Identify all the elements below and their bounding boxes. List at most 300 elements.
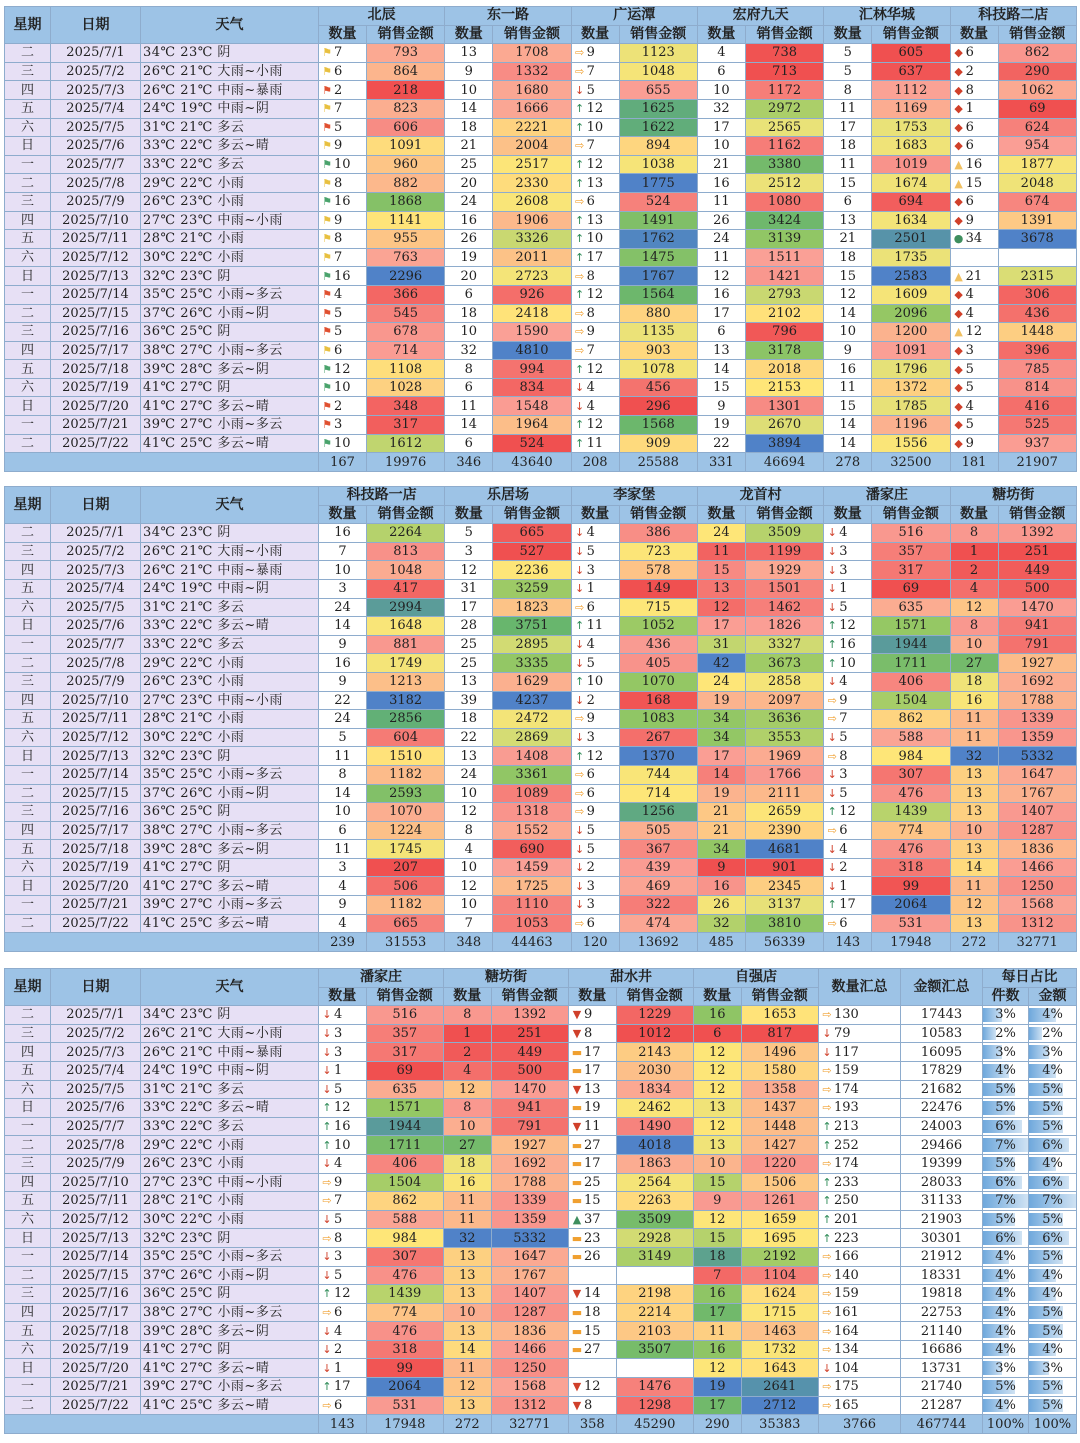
qty-cell: 8 — [444, 1099, 492, 1118]
date-cell: 2025/7/7 — [51, 155, 141, 174]
table-row — [5, 192, 1077, 211]
trend-icon: ◆ — [954, 46, 963, 60]
amount-cell: 3178 — [745, 341, 823, 360]
qty-cell: ↓ 4 — [571, 635, 619, 654]
amount-cell: 1692 — [998, 672, 1076, 691]
qty-cell: 12 — [824, 285, 872, 304]
amount-cell: 1725 — [493, 877, 571, 896]
qty-cell: ⚑ 5 — [319, 323, 367, 342]
table-row — [5, 137, 1077, 156]
trend-icon: ↑ — [827, 638, 837, 652]
qty-cell: 12 — [694, 1210, 742, 1229]
amount-header: 销售金额 — [616, 987, 694, 1006]
trend-icon: ↓ — [322, 1027, 332, 1041]
weekday-cell: 二 — [5, 524, 51, 543]
qty-sum-cell: ↑ 252 — [819, 1136, 901, 1155]
trend-icon: ▼ — [572, 1027, 582, 1041]
amount-cell: 366 — [367, 285, 445, 304]
trend-icon: ⇨ — [822, 1305, 832, 1319]
amount-cell: 1287 — [491, 1303, 569, 1322]
amount-total: 32771 — [998, 933, 1076, 952]
qty-cell: ↓ 5 — [571, 840, 619, 859]
weekday-cell: 一 — [5, 896, 51, 915]
amt-sum-cell: 22753 — [901, 1303, 983, 1322]
qty-cell: 13 — [950, 803, 998, 822]
trend-icon: ↓ — [575, 526, 585, 540]
amount-cell: 1466 — [491, 1340, 569, 1359]
amount-cell: 545 — [367, 304, 445, 323]
amount-cell: 1213 — [367, 672, 445, 691]
trend-icon: ⇨ — [827, 712, 837, 726]
weather-header: 天气 — [141, 969, 319, 1006]
date-cell: 2025/7/15 — [51, 784, 141, 803]
amount-cell: 2583 — [872, 267, 950, 286]
amount-cell: 2030 — [616, 1061, 694, 1080]
qty-cell: ↑ 16 — [319, 1117, 367, 1136]
qty-cell: ⚑ 7 — [319, 99, 367, 118]
qty-cell: ⇨ 6 — [571, 598, 619, 617]
qty-header: 数量 — [950, 505, 998, 524]
amount-cell: 1823 — [493, 598, 571, 617]
share-cell: 3% — [983, 1006, 1029, 1025]
trend-icon: ◆ — [954, 288, 963, 302]
amount-cell: 3259 — [493, 579, 571, 598]
amount-cell: 168 — [619, 691, 697, 710]
amount-cell: 1749 — [367, 654, 445, 673]
trend-icon: ⚑ — [322, 343, 332, 357]
qty-cell: 2 — [444, 1043, 492, 1062]
qty-cell: ⚑ 12 — [319, 360, 367, 379]
total-label-cell — [5, 933, 319, 952]
trend-icon: ▬ — [571, 1064, 583, 1078]
weekday-cell: 五 — [5, 360, 51, 379]
weather-cell: 24℃ 19℃ 中雨~阴 — [141, 1061, 319, 1080]
qty-header: 数量 — [694, 987, 742, 1006]
pcs-share-header: 件数 — [983, 987, 1029, 1006]
amount-cell: 1622 — [619, 118, 697, 137]
share-cell: 7% — [983, 1136, 1029, 1155]
trend-icon: ⇨ — [575, 600, 585, 614]
qty-cell: 14 — [824, 416, 872, 435]
trend-icon: ⇨ — [575, 306, 585, 320]
qty-cell: 21 — [697, 821, 745, 840]
qty-cell: ↓ 2 — [571, 691, 619, 710]
trend-icon: ↑ — [575, 436, 585, 450]
qty-cell: 14 — [824, 434, 872, 453]
qty-header: 数量 — [697, 25, 745, 44]
qty-cell: ◆ 4 — [950, 304, 998, 323]
amount-cell: 2517 — [493, 155, 571, 174]
store-name-header: 东一路 — [445, 7, 571, 26]
date-cell: 2025/7/13 — [51, 1229, 141, 1248]
weekday-cell: 日 — [5, 1099, 51, 1118]
trend-icon: ⚑ — [322, 195, 332, 209]
qty-cell: 14 — [697, 360, 745, 379]
amt-sum-cell: 17443 — [901, 1006, 983, 1025]
weekday-cell: 四 — [5, 211, 51, 230]
qty-cell: ▬ 17 — [569, 1154, 617, 1173]
total-label-cell — [5, 453, 319, 472]
qty-cell: 22 — [445, 728, 493, 747]
amount-cell: 1491 — [619, 211, 697, 230]
amount-cell: 1135 — [619, 323, 697, 342]
qty-cell — [569, 1359, 617, 1378]
trend-icon: ↓ — [827, 600, 837, 614]
qty-cell: 15 — [694, 1229, 742, 1248]
weather-cell: 39℃ 28℃ 多云~阴 — [141, 1322, 319, 1341]
trend-icon: ↓ — [575, 693, 585, 707]
qty-header: 数量 — [571, 25, 619, 44]
qty-cell: 10 — [445, 896, 493, 915]
qty-cell: 11 — [444, 1210, 492, 1229]
amount-cell: 1392 — [491, 1006, 569, 1025]
table-row — [5, 1303, 1077, 1322]
qty-cell: ↑ 17 — [319, 1378, 367, 1397]
amount-cell: 406 — [872, 672, 950, 691]
amount-cell: 1929 — [745, 561, 823, 580]
amount-header: 销售金额 — [745, 505, 823, 524]
weather-cell: 26℃ 21℃ 中雨~暴雨 — [141, 1043, 319, 1062]
table-row — [5, 230, 1077, 249]
trend-icon: ↓ — [322, 1213, 332, 1227]
store-name-header: 潘家庄 — [319, 969, 444, 988]
date-cell: 2025/7/22 — [51, 434, 141, 453]
amount-cell: 3137 — [745, 896, 823, 915]
amount-cell: 1162 — [745, 137, 823, 156]
amount-cell: 606 — [367, 118, 445, 137]
weekday-cell: 六 — [5, 858, 51, 877]
qty-cell: 13 — [824, 211, 872, 230]
date-cell: 2025/7/14 — [51, 285, 141, 304]
trend-icon: ↑ — [822, 1194, 832, 1208]
trend-icon: ↓ — [322, 1082, 332, 1096]
table-row — [5, 840, 1077, 859]
qty-header: 数量 — [950, 25, 998, 44]
qty-cell: 10 — [824, 323, 872, 342]
amount-header: 销售金额 — [619, 505, 697, 524]
qty-cell: 15 — [824, 174, 872, 193]
share-cell: 5% — [1029, 1322, 1077, 1341]
amount-cell: 578 — [619, 561, 697, 580]
qty-cell: 12 — [694, 1117, 742, 1136]
trend-icon: ⇨ — [822, 1157, 832, 1171]
amount-cell: 834 — [493, 378, 571, 397]
amount-cell: 1301 — [745, 397, 823, 416]
amount-total: 46694 — [745, 453, 823, 472]
table-row — [5, 1285, 1077, 1304]
trend-icon: ↑ — [575, 251, 585, 265]
share-cell: 5% — [983, 1080, 1029, 1099]
amount-cell: 1877 — [998, 155, 1076, 174]
trend-icon: ⇨ — [575, 46, 585, 60]
qty-cell: 14 — [697, 765, 745, 784]
amount-cell: 500 — [491, 1061, 569, 1080]
qty-sum-cell: ⇨ 166 — [819, 1247, 901, 1266]
date-cell: 2025/7/13 — [51, 747, 141, 766]
qty-cell: 17 — [824, 118, 872, 137]
qty-cell: 5 — [824, 62, 872, 81]
qty-total: 167 — [319, 453, 367, 472]
amount-cell: 2064 — [872, 896, 950, 915]
qty-cell: 9 — [697, 397, 745, 416]
qty-cell: 5 — [445, 524, 493, 543]
date-cell: 2025/7/22 — [51, 1396, 141, 1415]
amount-header: 销售金额 — [367, 505, 445, 524]
date-cell: 2025/7/19 — [51, 858, 141, 877]
amount-cell: 1906 — [493, 211, 571, 230]
amount-cell: 317 — [366, 1043, 444, 1062]
trend-icon: ↓ — [575, 83, 585, 97]
share-cell: 4% — [983, 1322, 1029, 1341]
weather-cell: 39℃ 28℃ 多云~阴 — [141, 840, 319, 859]
amount-cell: 605 — [872, 44, 950, 63]
qty-sum-cell: ⇨ 174 — [819, 1080, 901, 1099]
amount-cell: 1339 — [998, 710, 1076, 729]
qty-cell: ↓ 4 — [824, 524, 872, 543]
amount-cell: 2390 — [745, 821, 823, 840]
trend-icon: ▬ — [571, 1157, 583, 1171]
qty-total: 208 — [571, 453, 619, 472]
weather-cell: 26℃ 23℃ 小雨 — [141, 672, 319, 691]
qty-cell: ↓ 5 — [824, 598, 872, 617]
share-cell: 5% — [1029, 1210, 1077, 1229]
trend-icon: ⚑ — [322, 65, 332, 79]
weather-cell: 28℃ 21℃ 小雨 — [141, 710, 319, 729]
weather-cell: 32℃ 23℃ 阴 — [141, 1229, 319, 1248]
amount-cell: 941 — [491, 1099, 569, 1118]
qty-cell: 21 — [697, 155, 745, 174]
amount-cell: 1836 — [998, 840, 1076, 859]
amount-cell: 2512 — [745, 174, 823, 193]
qty-cell: ↑ 13 — [571, 211, 619, 230]
amount-cell: 1256 — [619, 803, 697, 822]
amount-cell: 690 — [493, 840, 571, 859]
qty-cell: 21 — [697, 803, 745, 822]
amount-cell: 960 — [367, 155, 445, 174]
trend-icon: ⇨ — [822, 1064, 832, 1078]
amount-cell: 2462 — [616, 1099, 694, 1118]
amount-cell: 862 — [998, 44, 1076, 63]
amount-cell: 1753 — [872, 118, 950, 137]
qty-cell: ⚑ 10 — [319, 434, 367, 453]
amount-cell: 1504 — [872, 691, 950, 710]
qty-cell: 9 — [694, 1192, 742, 1211]
trend-icon: ↓ — [322, 1361, 332, 1375]
qty-cell: 22 — [697, 434, 745, 453]
qty-total: 120 — [571, 933, 619, 952]
weekday-cell: 二 — [5, 174, 51, 193]
date-cell: 2025/7/5 — [51, 118, 141, 137]
trend-icon: ◆ — [954, 65, 963, 79]
date-cell: 2025/7/11 — [51, 230, 141, 249]
date-cell: 2025/7/9 — [51, 1154, 141, 1173]
share-bar — [1029, 1027, 1042, 1041]
weather-cell: 35℃ 25℃ 小雨~多云 — [141, 285, 319, 304]
trend-icon: ⇨ — [322, 1231, 332, 1245]
amount-cell: 2214 — [616, 1303, 694, 1322]
qty-sum-cell: ↑ 250 — [819, 1192, 901, 1211]
table-row — [5, 784, 1077, 803]
qty-cell: 14 — [445, 99, 493, 118]
table-row — [5, 1006, 1077, 1025]
qty-cell: 14 — [444, 1340, 492, 1359]
qty-cell: 13 — [950, 765, 998, 784]
weather-cell: 36℃ 25℃ 阴 — [141, 803, 319, 822]
amount-cell: 1083 — [619, 710, 697, 729]
table-row — [5, 1396, 1077, 1415]
amount-total: 45290 — [616, 1415, 694, 1434]
weekday-cell: 五 — [5, 710, 51, 729]
trend-icon: ▬ — [571, 1324, 583, 1338]
amount-cell: 3509 — [745, 524, 823, 543]
qty-cell: ⚑ 5 — [319, 118, 367, 137]
trend-icon: ⚑ — [322, 102, 332, 116]
store-name-header: 广运潭 — [571, 7, 697, 26]
qty-cell: 20 — [445, 267, 493, 286]
share-cell: 4% — [983, 1285, 1029, 1304]
amount-cell: 937 — [998, 434, 1076, 453]
qty-cell: ↑ 10 — [571, 230, 619, 249]
share-cell: 5% — [1029, 1396, 1077, 1415]
trend-icon: ⇨ — [322, 1175, 332, 1189]
qty-cell: 13 — [444, 1266, 492, 1285]
qty-cell: ⚑ 10 — [319, 155, 367, 174]
table-row — [5, 654, 1077, 673]
qty-cell: ↓ 5 — [319, 1266, 367, 1285]
amount-total: 56339 — [745, 933, 823, 952]
amount-cell: 149 — [619, 579, 697, 598]
amount-cell: 1172 — [745, 81, 823, 100]
qty-cell: 4 — [445, 840, 493, 859]
weekday-cell: 三 — [5, 62, 51, 81]
qty-cell: 10 — [950, 635, 998, 654]
amount-cell: 2236 — [493, 561, 571, 580]
table-row — [5, 524, 1077, 543]
trend-icon: ↑ — [827, 619, 837, 633]
amount-cell: 635 — [872, 598, 950, 617]
weekday-cell: 三 — [5, 192, 51, 211]
qty-cell: ⇨ 9 — [571, 44, 619, 63]
trend-icon: ▲ — [572, 1213, 582, 1227]
amt-sum-cell: 21740 — [901, 1378, 983, 1397]
amount-cell: 290 — [998, 62, 1076, 81]
amount-cell: 1826 — [745, 617, 823, 636]
qty-cell: 12 — [694, 1359, 742, 1378]
date-cell: 2025/7/1 — [51, 524, 141, 543]
trend-icon: ▼ — [572, 1380, 582, 1394]
trend-icon: ↑ — [322, 1120, 332, 1134]
amount-cell: 994 — [493, 360, 571, 379]
store-name-header: 汇林华城 — [824, 7, 950, 26]
amount-cell: 1407 — [491, 1285, 569, 1304]
amount-cell: 1643 — [741, 1359, 819, 1378]
amount-cell: 1568 — [491, 1378, 569, 1397]
amount-cell: 3380 — [745, 155, 823, 174]
amount-cell: 3636 — [745, 710, 823, 729]
amount-cell: 714 — [619, 784, 697, 803]
amount-cell: 1504 — [366, 1173, 444, 1192]
trend-icon: ↓ — [575, 381, 585, 395]
amount-cell: 1680 — [493, 81, 571, 100]
amt-sum-cell: 29466 — [901, 1136, 983, 1155]
amount-header: 销售金额 — [872, 505, 950, 524]
weather-cell: 27℃ 23℃ 中雨~小雨 — [141, 1173, 319, 1192]
store-name-header: 科技路一店 — [319, 487, 445, 506]
trend-icon: ↓ — [827, 786, 837, 800]
trend-icon: ⇨ — [575, 195, 585, 209]
weekday-cell: 六 — [5, 1080, 51, 1099]
trend-icon: ⚑ — [322, 436, 332, 450]
trend-icon: ↑ — [822, 1231, 832, 1245]
weather-cell: 39℃ 27℃ 小雨~多云 — [141, 1378, 319, 1397]
qty-cell: 16 — [950, 691, 998, 710]
share-cell: 2% — [1029, 1024, 1077, 1043]
qty-cell: ↓ 5 — [571, 821, 619, 840]
amount-cell: 1510 — [367, 747, 445, 766]
qty-cell: ↓ 4 — [319, 1006, 367, 1025]
amount-cell: 506 — [367, 877, 445, 896]
amount-cell: 69 — [366, 1061, 444, 1080]
qty-cell: ⇨ 6 — [571, 765, 619, 784]
qty-cell: 9 — [824, 341, 872, 360]
trend-icon: ▬ — [571, 1250, 583, 1264]
amount-cell: 1785 — [872, 397, 950, 416]
trend-icon: ↓ — [322, 1008, 332, 1022]
table-row — [5, 44, 1077, 63]
store-name-header: 甜水井 — [569, 969, 694, 988]
table-row — [5, 803, 1077, 822]
trend-icon: ◆ — [954, 139, 963, 153]
amount-cell: 2004 — [493, 137, 571, 156]
qty-cell: 12 — [694, 1043, 742, 1062]
qty-cell: 25 — [445, 635, 493, 654]
qty-cell: ↑ 11 — [571, 434, 619, 453]
qty-cell: 8 — [445, 821, 493, 840]
amount-cell: 2264 — [367, 524, 445, 543]
weather-cell: 30℃ 22℃ 小雨 — [141, 1210, 319, 1229]
qty-cell: 34 — [697, 710, 745, 729]
amount-cell: 1182 — [367, 765, 445, 784]
weekday-cell: 一 — [5, 635, 51, 654]
qty-cell: ◆ 2 — [950, 62, 998, 81]
qty-sum-cell: ⇨ 130 — [819, 1006, 901, 1025]
weather-cell: 24℃ 19℃ 中雨~阴 — [141, 579, 319, 598]
store-name-header: 自强店 — [694, 969, 819, 988]
amount-cell: 604 — [367, 728, 445, 747]
amount-cell: 1788 — [998, 691, 1076, 710]
qty-cell: ↓ 5 — [824, 728, 872, 747]
table-row — [5, 323, 1077, 342]
qty-cell: 4 — [697, 44, 745, 63]
amount-cell: 2296 — [367, 267, 445, 286]
amount-cell: 5332 — [491, 1229, 569, 1248]
trend-icon: ↓ — [827, 582, 837, 596]
table-row — [5, 1359, 1077, 1378]
qty-cell: 34 — [697, 728, 745, 747]
share-cell: 2% — [983, 1024, 1029, 1043]
qty-cell: ⇨ 9 — [319, 1173, 367, 1192]
table-row — [5, 1061, 1077, 1080]
amount-cell: 251 — [491, 1024, 569, 1043]
date-cell: 2025/7/10 — [51, 211, 141, 230]
trend-icon: ⇨ — [575, 325, 585, 339]
amount-cell: 714 — [367, 341, 445, 360]
weather-cell: 33℃ 22℃ 多云~晴 — [141, 617, 319, 636]
share-cell: 5% — [983, 1154, 1029, 1173]
trend-icon: ⇨ — [822, 1008, 832, 1022]
trend-icon: ↑ — [575, 120, 585, 134]
weekday-cell: 二 — [5, 1136, 51, 1155]
